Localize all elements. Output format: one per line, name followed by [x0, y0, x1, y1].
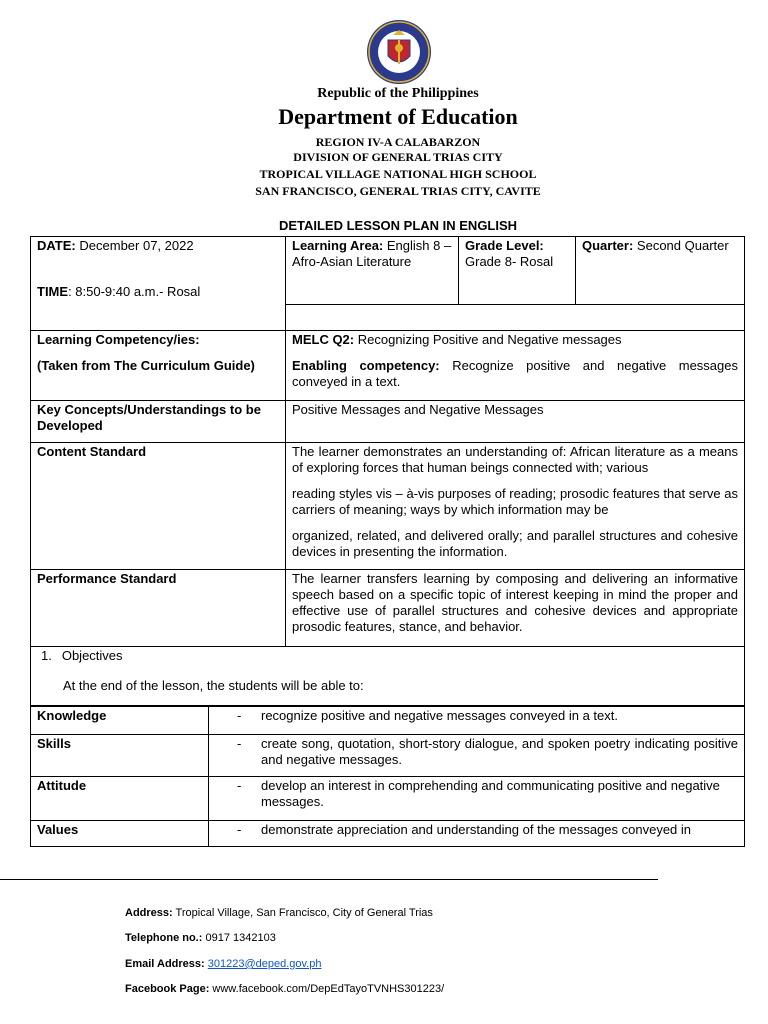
content-standard-p1: The learner demonstrates an understanding of: African literature as a means of exploring forces that human beings connected with; various: [292, 444, 738, 475]
footer-divider: [0, 879, 658, 880]
objective-row: [31, 821, 745, 847]
date-label: DATE:: [37, 238, 76, 253]
knowledge-dash: -: [237, 708, 242, 723]
objective-row: [31, 735, 745, 777]
time-value: : 8:50-9:40 a.m.- Rosal: [68, 284, 201, 299]
knowledge-value-cell: [209, 707, 745, 735]
skills-dash: -: [237, 736, 242, 751]
deped-seal-icon: [360, 18, 438, 86]
footer-email: [125, 958, 321, 970]
footer-telephone-value: 0917 1342103: [205, 932, 276, 944]
skills-value-cell: [209, 735, 745, 777]
skills-text: create song, quotation, short-story dialogue, and spoken poetry indicating positive and negative messages.: [261, 736, 738, 767]
footer-telephone-label: Telephone no.:: [125, 932, 203, 944]
objectives-intro: At the end of the lesson, the students will be able to:: [63, 678, 364, 693]
footer-facebook-label: Facebook Page:: [125, 983, 210, 995]
attitude-dash: -: [237, 778, 242, 793]
footer-email-label: Email Address:: [125, 958, 205, 970]
quarter-cell: [576, 237, 745, 305]
footer-email-link[interactable]: 301223@deped.gov.ph: [207, 958, 322, 970]
date-value: December 07, 2022: [79, 238, 194, 253]
key-concepts-value: Positive Messages and Negative Messages: [286, 401, 745, 443]
performance-standard-row: [31, 570, 745, 647]
objectives-heading: Objectives: [61, 648, 123, 663]
knowledge-text: recognize positive and negative messages conveyed in a text.: [261, 708, 618, 723]
date-time-cell: [31, 237, 286, 331]
content-standard-label: Content Standard: [31, 443, 286, 570]
knowledge-label: Knowledge: [31, 707, 209, 735]
melc-value: Recognizing Positive and Negative messages: [357, 332, 622, 347]
competency-label: Learning Competency/ies:: [37, 332, 200, 347]
performance-standard-value: The learner transfers learning by composing and delivering an informative speech based on a specific topic of interest keeping in mind the proper and effective use of parallel structures and cohesive devices and appropriate prosodic features, stance, and behavior.: [286, 570, 745, 647]
objectives-cell: [31, 647, 745, 706]
division-heading: DIVISION OF GENERAL TRIAS CITY: [293, 150, 503, 164]
skills-label: Skills: [31, 735, 209, 777]
grade-level-label: Grade Level:: [465, 238, 544, 253]
quarter-value: Second Quarter: [636, 238, 729, 253]
learning-area-cell: [286, 237, 459, 305]
values-value-cell: [209, 821, 745, 847]
attitude-label: Attitude: [31, 777, 209, 821]
values-text: demonstrate appreciation and understanding of the messages conveyed in: [261, 822, 692, 837]
attitude-value-cell: [209, 777, 745, 821]
performance-standard-label: Performance Standard: [31, 570, 286, 647]
melc-label: MELC Q2:: [292, 332, 355, 347]
footer-facebook: [125, 983, 444, 995]
school-address-heading: SAN FRANCISCO, GENERAL TRIAS CITY, CAVITE: [255, 184, 541, 198]
content-standard-p2: reading styles vis – à-vis purposes of reading; prosodic features that serve as carriers of meaning; ways by which information may be: [292, 486, 738, 517]
competency-label-cell: [31, 331, 286, 401]
key-concepts-label: Key Concepts/Understandings to be Developed: [31, 401, 286, 443]
attitude-text: develop an interest in comprehending and communicating positive and negative messages.: [261, 778, 720, 809]
learning-area-value: English 8 – Afro-Asian Literature: [292, 238, 452, 269]
content-standard-value-cell: [286, 443, 745, 570]
republic-heading: Republic of the Philippines: [317, 86, 479, 101]
time-label: TIME: [37, 284, 69, 299]
competency-row: [31, 331, 745, 401]
footer-address-value: Tropical Village, San Francisco, City of General Trias: [175, 907, 433, 919]
learning-area-label: Learning Area:: [292, 238, 384, 253]
document-title: DETAILED LESSON PLAN IN ENGLISH: [278, 218, 518, 233]
lesson-plan-table: [30, 236, 745, 706]
info-row: [31, 237, 745, 305]
footer-address: [125, 907, 433, 919]
values-dash: -: [237, 822, 242, 837]
footer-facebook-value: www.facebook.com/DepEdTayoTVNHS301223/: [212, 983, 445, 995]
competency-source-label: (Taken from The Curriculum Guide): [37, 358, 255, 373]
department-heading: Department of Education: [278, 104, 518, 129]
objective-row: [31, 777, 745, 821]
competency-value-cell: [286, 331, 745, 401]
objectives-table: [30, 706, 745, 847]
footer-telephone: [125, 932, 276, 944]
empty-cell: [286, 305, 745, 331]
content-standard-p3: organized, related, and delivered orally; and parallel structures and cohesive devices in presenting the information.: [292, 528, 738, 559]
objectives-number: 1.: [41, 648, 52, 663]
enabling-label: Enabling competency:: [292, 358, 440, 373]
values-label: Values: [31, 821, 209, 847]
grade-level-cell: [459, 237, 576, 305]
grade-level-value: Grade 8- Rosal: [465, 254, 554, 269]
footer-address-label: Address:: [125, 907, 173, 919]
enabling-value: Recognize positive and negative messages conveyed in a text.: [292, 358, 738, 389]
region-heading: REGION IV-A CALABARZON: [315, 135, 481, 149]
content-standard-row: [31, 443, 745, 570]
objectives-row: [31, 647, 745, 706]
school-heading: TROPICAL VILLAGE NATIONAL HIGH SCHOOL: [259, 167, 537, 181]
key-concepts-row: [31, 401, 745, 443]
quarter-label: Quarter:: [582, 238, 634, 253]
objective-row: [31, 707, 745, 735]
